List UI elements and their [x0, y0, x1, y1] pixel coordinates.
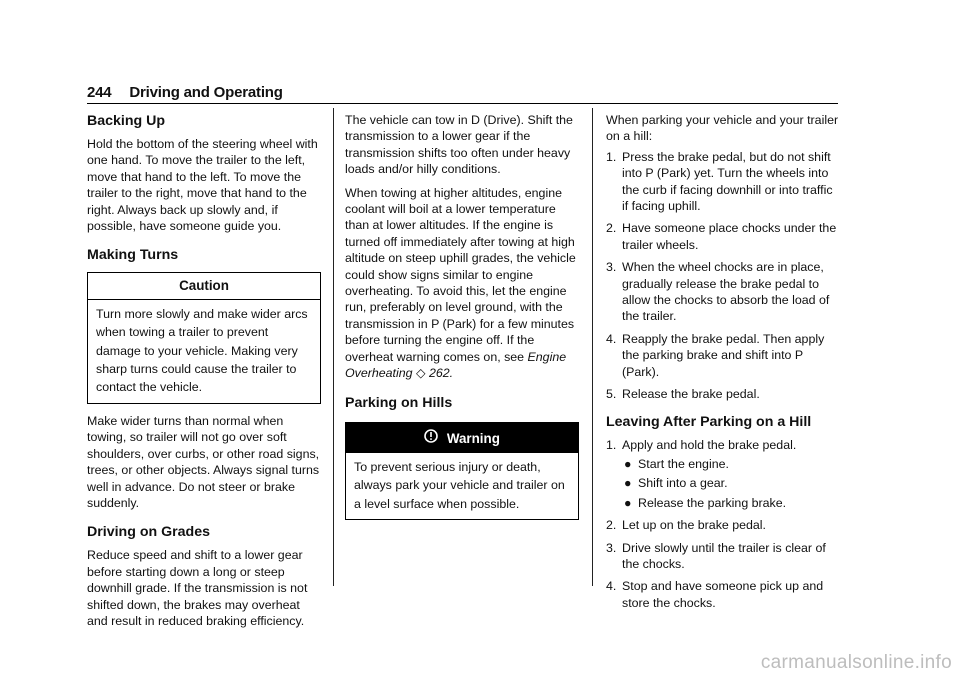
- engine-overheating-link[interactable]: Engine Overheating: [345, 349, 567, 381]
- column-2: [345, 112, 579, 529]
- leaving-steps: [606, 437, 840, 612]
- caution-box: [87, 272, 321, 403]
- bullet-icon: ●: [624, 495, 632, 510]
- header-rule: [87, 103, 838, 104]
- bullet-icon: ●: [624, 456, 632, 471]
- caution-title: Caution: [88, 273, 320, 299]
- leaving-step: 1. Apply and hold the brake pedal. ● Start the engine. ● Shift into a gear. ● Release the parking brake.: [606, 437, 840, 512]
- page-number: 244: [87, 84, 112, 101]
- heading-leaving-hill: Leaving After Parking on a Hill: [606, 413, 812, 430]
- heading-backing-up: Backing Up: [87, 113, 166, 129]
- altitude-text: [345, 185, 579, 382]
- caution-text: Turn more slowly and make wider arcs when towing a trailer to prevent damage to your vehicle. Making very sharp turns could cause the trailer to contact the vehicle.: [96, 306, 308, 395]
- column-divider-2: [592, 108, 593, 586]
- grades-text: Reduce speed and shift to a lower gear before starting down a long or steep downhill grade. If the transmission is not shifted down, the brakes may overheat and result in reduced braking efficiency.: [87, 548, 308, 628]
- page-header: [87, 84, 283, 101]
- parking-step: 5. Release the brake pedal.: [606, 387, 760, 402]
- heading-parking-hills: Parking on Hills: [345, 394, 453, 411]
- section-title: Driving and Operating: [129, 84, 283, 101]
- leaving-step: 3. Drive slowly until the trailer is clear of the chocks.: [606, 540, 826, 571]
- leaving-step: 4. Stop and have someone pick up and store the chocks.: [606, 579, 824, 610]
- watermark: carmanualsonline.info: [760, 652, 952, 673]
- column-3: [606, 112, 840, 617]
- parking-steps: [606, 149, 840, 403]
- warning-text: To prevent serious injury or death, always park your vehicle and trailer on a level surface when possible.: [354, 459, 565, 511]
- parking-step: 2. Have someone place chocks under the trailer wheels.: [606, 221, 837, 252]
- heading-making-turns: Making Turns: [87, 247, 179, 264]
- warning-header: [346, 423, 578, 453]
- parking-step: 1. Press the brake pedal, but do not shift into P (Park) yet. Turn the wheels into the curb if facing downhill or into traffic if facing uphill.: [606, 149, 833, 214]
- backing-up-text: Hold the bottom of the steering wheel with one hand. To move the trailer to the left, move that hand to the left. To move the trailer to the right, move that hand to the right. Always back up slowly and, if possible, have someone guide you.: [87, 137, 318, 234]
- warning-box: [345, 422, 579, 521]
- warning-title: Warning: [446, 430, 500, 446]
- column-1: [87, 112, 321, 636]
- leaving-step: 2. Let up on the brake pedal.: [606, 518, 766, 533]
- bullet-item: ● Shift into a gear.: [624, 476, 728, 491]
- bullet-item: ● Start the engine.: [624, 456, 729, 471]
- heading-driving-grades: Driving on Grades: [87, 524, 210, 541]
- parking-intro: When parking your vehicle and your trailer on a hill:: [606, 113, 839, 144]
- altitude-body: When towing at higher altitudes, engine coolant will boil at a lower temperature than at lower altitudes. If the engine is turned off immediately after towing at high altitude on steep uphill grades, the vehicle could show signs similar to engine overheating. To avoid this, let the engine run, preferably on level ground, with the transmission in P (Park) for a few minutes before turning the engine off. If the overheat warning comes on, see: [345, 185, 576, 364]
- parking-step: 4. Reapply the brake pedal. Then apply the parking brake and shift into P (Park).: [606, 331, 825, 379]
- parking-step: 3. When the wheel chocks are in place, gradually release the brake pedal to allow the chocks to absorb the load of the trailer.: [606, 260, 830, 324]
- drive-text: The vehicle can tow in D (Drive). Shift the transmission to a lower gear if the transmission shifts too often under heavy loads and/or hilly conditions.: [345, 113, 573, 177]
- column-divider-1: [333, 108, 334, 586]
- bullet-icon: ●: [624, 476, 632, 491]
- bullet-item: ● Release the parking brake.: [624, 495, 787, 510]
- page-ref: ◇ 262.: [415, 366, 454, 381]
- warning-icon: [424, 429, 438, 446]
- making-turns-text: Make wider turns than normal when towing, so trailer will not go over soft shoulders, over curbs, or other road signs, trees, or other objects. Always signal turns well in advance. Do not steer or brake suddenly.: [87, 413, 320, 510]
- leaving-bullets: [622, 456, 840, 511]
